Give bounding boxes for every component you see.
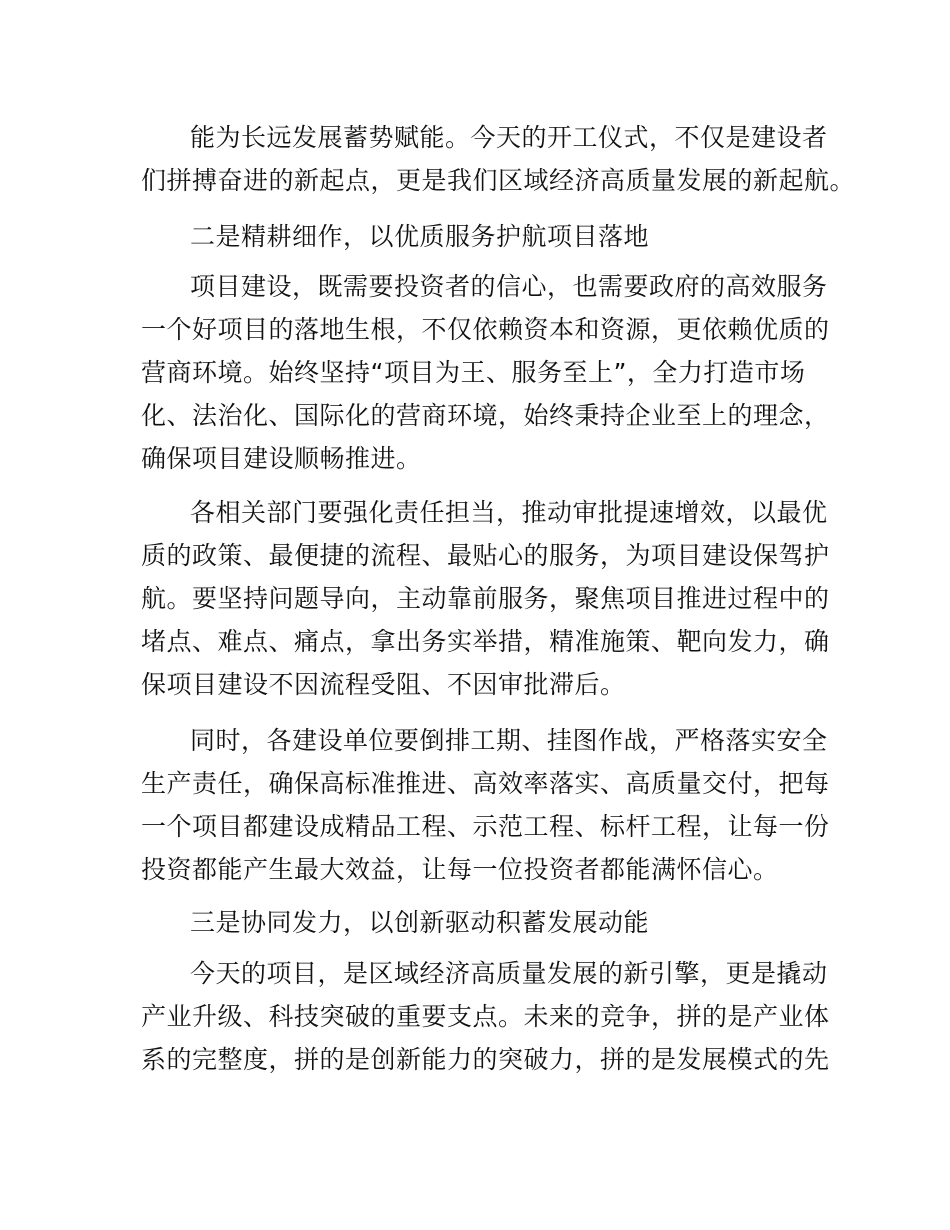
paragraph-line: 堵点、难点、痛点，拿出务实举措，精准施策、靶向发力，确 — [141, 627, 830, 656]
paragraph-line: 确保项目建设顺畅推进。 — [141, 444, 422, 473]
paragraph-line: 一个好项目的落地生根，不仅依赖资本和资源，更依赖优质的 — [141, 315, 830, 344]
paragraph-line: 能为长远发展蓄势赋能。今天的开工仪式，不仅是建设者 — [190, 123, 828, 152]
paragraph-line: 生产责任，确保高标准推进、高效率落实、高质量交付，把每 — [141, 769, 830, 798]
section-heading: 三是协同发力，以创新驱动积蓄发展动能 — [190, 908, 650, 937]
paragraph-line: 质的政策、最便捷的流程、最贴心的服务，为项目建设保驾护 — [141, 541, 830, 570]
paragraph-line: 一个项目都建设成精品工程、示范工程、标杆工程，让每一份 — [141, 812, 830, 841]
paragraph-line: 化、法治化、国际化的营商环境，始终秉持企业至上的理念， — [141, 401, 830, 430]
paragraph-line: 系的完整度，拼的是创新能力的突破力，拼的是发展模式的先 — [141, 1045, 830, 1074]
paragraph-line: 各相关部门要强化责任担当，推动审批提速增效，以最优 — [190, 498, 828, 527]
paragraph-line: 同时，各建设单位要倒排工期、挂图作战，严格落实安全 — [190, 726, 828, 755]
paragraph-line: 营商环境。始终坚持“项目为王、服务至上”，全力打造市场 — [141, 358, 806, 387]
paragraph-line: 航。要坚持问题导向，主动靠前服务，聚焦项目推进过程中的 — [141, 584, 830, 613]
paragraph-line: 保项目建设不因流程受阻、不因审批滞后。 — [141, 670, 626, 699]
paragraph-line: 们拼搏奋进的新起点，更是我们区域经济高质量发展的新起航。 — [141, 166, 856, 195]
paragraph-line: 项目建设，既需要投资者的信心，也需要政府的高效服务 — [190, 272, 828, 301]
paragraph-line: 今天的项目，是区域经济高质量发展的新引擎，更是撬动 — [190, 959, 828, 988]
paragraph-line: 投资都能产生最大效益，让每一位投资者都能满怀信心。 — [141, 855, 779, 884]
paragraph-line: 产业升级、科技突破的重要支点。未来的竞争，拼的是产业体 — [141, 1002, 830, 1031]
section-heading: 二是精耕细作，以优质服务护航项目落地 — [190, 222, 650, 251]
